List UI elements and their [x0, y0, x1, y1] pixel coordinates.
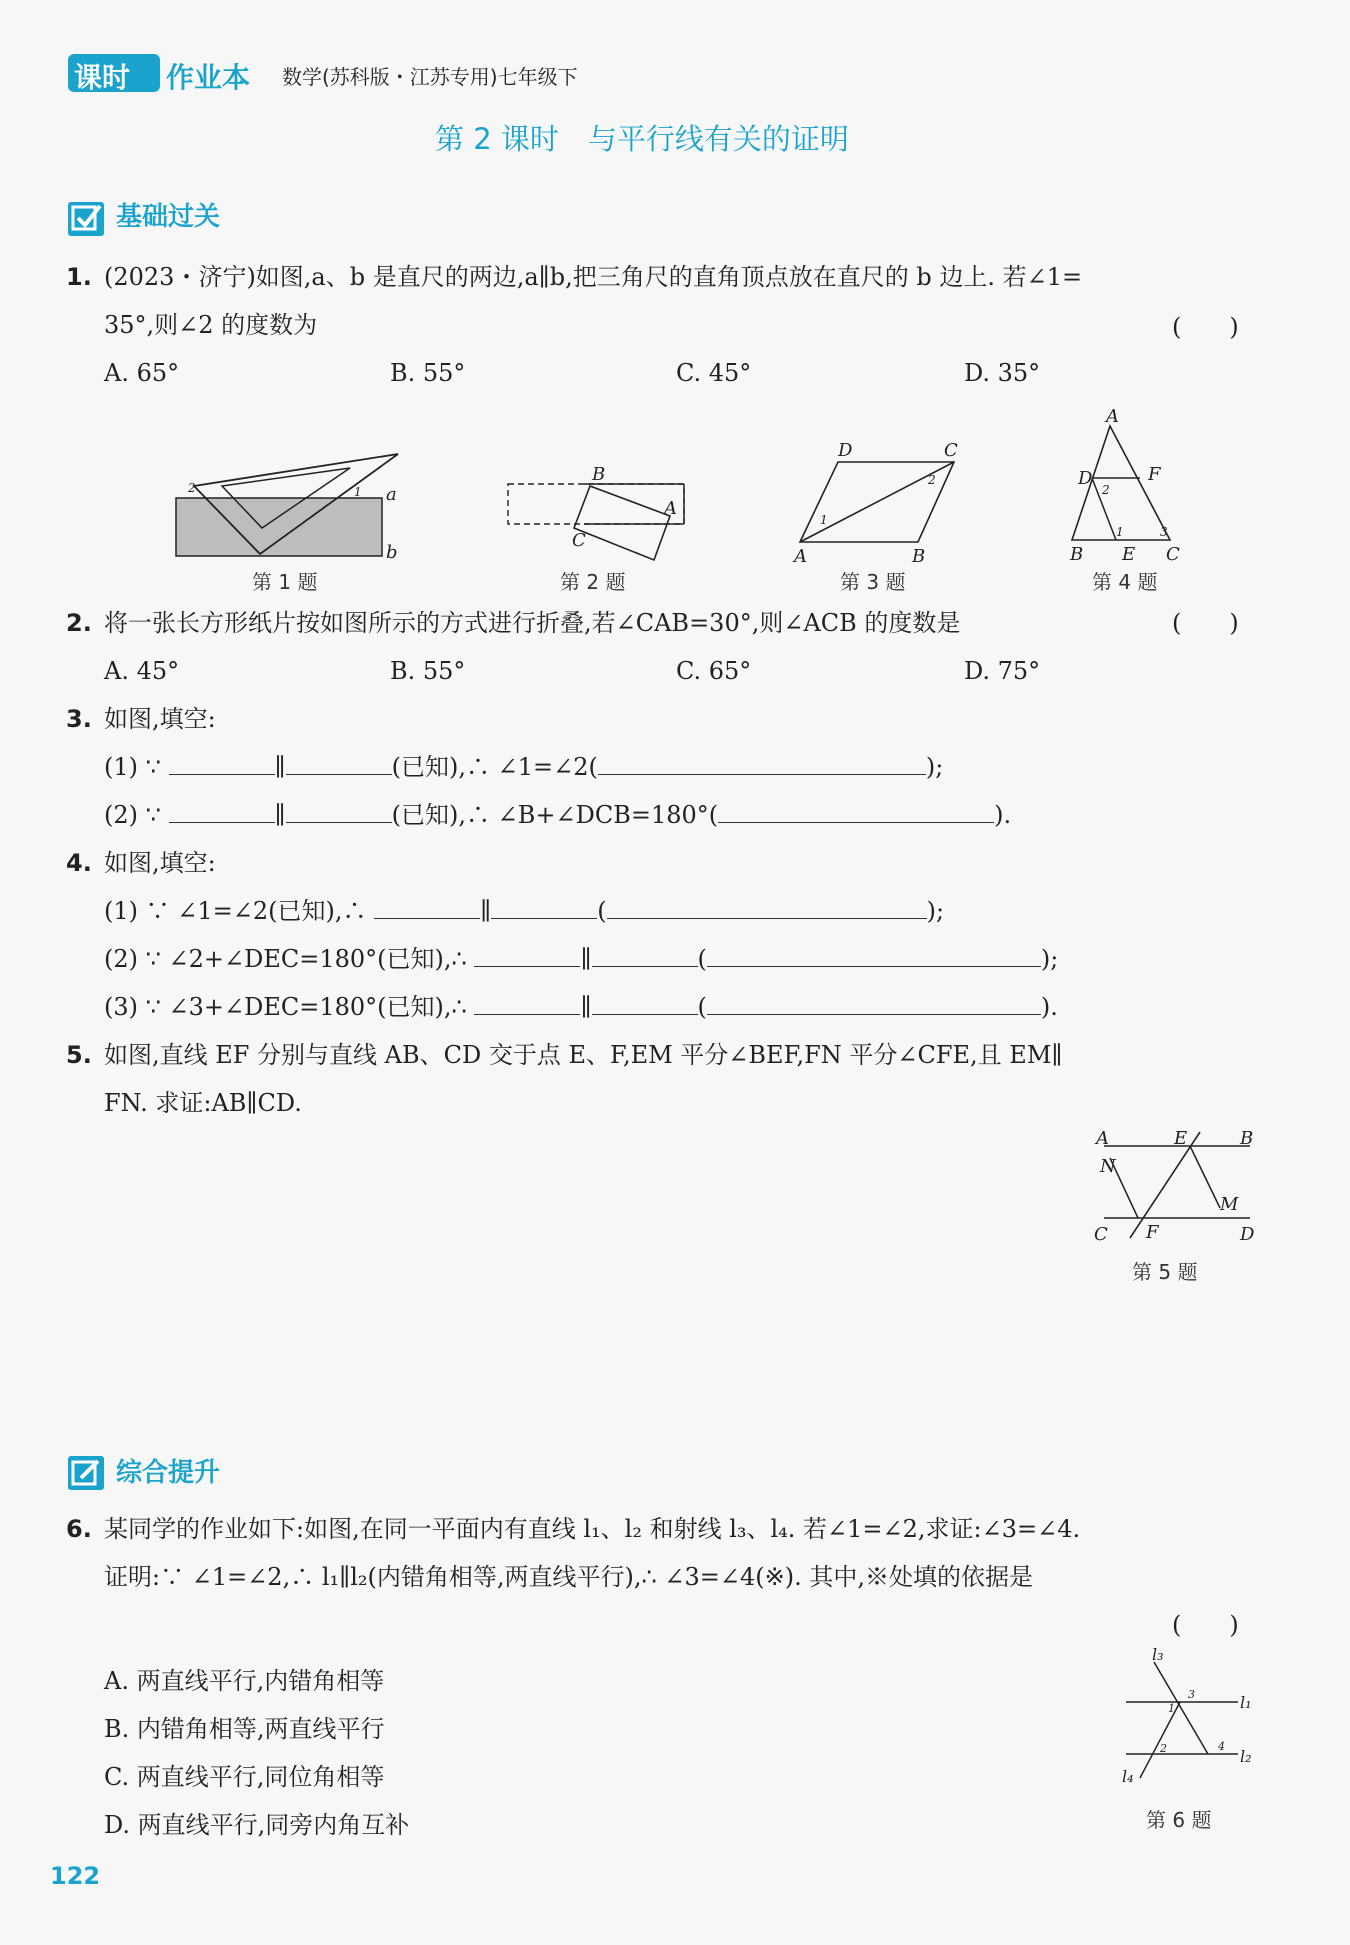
q4-part1-blank-line1[interactable]	[374, 896, 480, 919]
q6-answer-paren: ( )	[1172, 1611, 1239, 1639]
section-advanced-title: 综合提升	[116, 1458, 221, 1488]
parallel-symbol: ∥	[274, 801, 286, 829]
q3-part2-blank-line1[interactable]	[169, 800, 275, 823]
q1-text-line2: 35°,则∠2 的度数为	[104, 311, 318, 339]
figure-3	[790, 440, 980, 567]
q4-part2-end: );	[1040, 945, 1059, 973]
svg-text:B: B	[912, 546, 926, 567]
q3-part1-blank-reason[interactable]	[598, 752, 926, 775]
q4-part3	[104, 992, 1058, 1022]
svg-text:C: C	[944, 440, 958, 461]
q3-part2-blank-line2[interactable]	[286, 800, 392, 823]
figure-6-caption: 第 6 题	[1146, 1808, 1212, 1832]
q3-part1-conclusion: (已知),∴ ∠1=∠2(	[391, 753, 598, 781]
q4-part3-open: (	[697, 993, 707, 1021]
section-basic-title: 基础过关	[116, 202, 221, 232]
q2-option-d: D. 75°	[964, 657, 1041, 685]
figure-3-caption: 第 3 题	[840, 570, 906, 594]
q2-number: 2.	[66, 609, 92, 637]
q3-part1-blank-line1[interactable]	[169, 752, 275, 775]
figure-1	[170, 448, 410, 568]
q2-option-b: B. 55°	[390, 657, 466, 685]
brand-logo-text: 课时	[74, 61, 131, 94]
q4-part3-blank-line1[interactable]	[474, 992, 580, 1015]
q4-part1	[104, 896, 944, 926]
svg-text:3: 3	[1160, 525, 1168, 539]
figure-1-caption: 第 1 题	[252, 570, 318, 594]
svg-text:E: E	[1174, 1128, 1188, 1149]
q6-option-c: C. 两直线平行,同位角相等	[104, 1763, 385, 1791]
svg-text:B: B	[1070, 544, 1084, 565]
q3-part1-given: (1) ∵	[104, 753, 161, 781]
svg-text:1: 1	[820, 513, 828, 527]
svg-text:1: 1	[1116, 525, 1124, 539]
svg-text:D: D	[1078, 468, 1093, 489]
svg-text:a: a	[386, 484, 397, 505]
figure-2	[504, 462, 694, 562]
q3-stem: 如图,填空:	[104, 705, 216, 733]
parallel-symbol: ∥	[580, 993, 592, 1021]
svg-text:2: 2	[188, 481, 196, 495]
svg-text:2: 2	[1102, 483, 1110, 497]
q4-part1-blank-line2[interactable]	[491, 896, 597, 919]
q6-text-line1: 某同学的作业如下:如图,在同一平面内有直线 l₁、l₂ 和射线 l₃、l₄. 若∠1=∠2,求证:∠3=∠4.	[104, 1515, 1081, 1543]
figure-5	[1090, 1128, 1260, 1248]
q1-option-b: B. 55°	[390, 359, 466, 387]
q4-part1-given: (1) ∵ ∠1=∠2(已知),∴	[104, 897, 367, 925]
q2-answer-paren: ( )	[1172, 609, 1239, 637]
svg-text:A: A	[794, 546, 807, 567]
q4-number: 4.	[66, 849, 92, 877]
q5-text-line2: FN. 求证:AB∥CD.	[104, 1089, 302, 1117]
q5-number: 5.	[66, 1041, 92, 1069]
q4-part1-blank-reason[interactable]	[607, 896, 927, 919]
parallel-symbol: ∥	[480, 897, 492, 925]
svg-text:2: 2	[1160, 1742, 1167, 1755]
q4-part3-blank-line2[interactable]	[592, 992, 698, 1015]
lesson-title: 第 2 课时 与平行线有关的证明	[435, 122, 849, 156]
svg-text:3: 3	[1188, 1688, 1195, 1701]
svg-text:A: A	[1106, 406, 1119, 427]
svg-text:C: C	[1094, 1224, 1108, 1245]
q3-part2-end: ).	[994, 801, 1012, 829]
q3-part2-conclusion: (已知),∴ ∠B+∠DCB=180°(	[391, 801, 719, 829]
figure-2-caption: 第 2 题	[560, 570, 626, 594]
svg-text:1: 1	[1168, 1702, 1175, 1715]
svg-text:1: 1	[354, 485, 362, 499]
q3-part2-given: (2) ∵	[104, 801, 161, 829]
q6-number: 6.	[66, 1515, 92, 1543]
svg-text:B: B	[1240, 1128, 1254, 1149]
check-square-icon	[68, 202, 104, 236]
q6-option-d: D. 两直线平行,同旁内角互补	[104, 1811, 410, 1839]
figure-6	[1112, 1646, 1262, 1796]
parallel-symbol: ∥	[580, 945, 592, 973]
svg-text:b: b	[386, 542, 398, 563]
q6-option-b: B. 内错角相等,两直线平行	[104, 1715, 385, 1743]
svg-text:l₃: l₃	[1152, 1645, 1164, 1664]
svg-text:F: F	[1146, 1222, 1159, 1243]
pencil-square-icon	[68, 1456, 104, 1490]
svg-text:l₁: l₁	[1240, 1693, 1252, 1712]
q4-part1-end: );	[926, 897, 945, 925]
q1-answer-paren: ( )	[1172, 313, 1239, 341]
q3-number: 3.	[66, 705, 92, 733]
q3-part1-blank-line2[interactable]	[286, 752, 392, 775]
q3-part2	[104, 800, 1011, 830]
q4-part2-blank-line2[interactable]	[592, 944, 698, 967]
brand-logo	[68, 54, 160, 92]
svg-text:F: F	[1148, 464, 1161, 485]
q3-part1	[104, 752, 943, 782]
q3-part2-blank-reason[interactable]	[718, 800, 994, 823]
q2-text: 将一张长方形纸片按如图所示的方式进行折叠,若∠CAB=30°,则∠ACB 的度数是	[104, 609, 961, 637]
q4-part2-open: (	[697, 945, 707, 973]
svg-text:A: A	[664, 498, 677, 519]
q4-part1-open: (	[597, 897, 607, 925]
q2-option-c: C. 65°	[676, 657, 752, 685]
q4-part3-end: ).	[1040, 993, 1058, 1021]
q4-part2	[104, 944, 1058, 974]
svg-text:C: C	[1166, 544, 1180, 565]
svg-text:A: A	[1096, 1128, 1109, 1149]
q6-text-line2: 证明:∵ ∠1=∠2,∴ l₁∥l₂(内错角相等,两直线平行),∴ ∠3=∠4(※). 其中,※处填的依据是	[104, 1563, 1033, 1591]
svg-text:C: C	[572, 530, 586, 551]
q1-number: 1.	[66, 263, 92, 291]
figure-4-caption: 第 4 题	[1092, 570, 1158, 594]
q4-part2-blank-reason[interactable]	[707, 944, 1041, 967]
svg-text:l₂: l₂	[1240, 1747, 1252, 1766]
brand-text: 作业本	[166, 61, 251, 94]
q1-text-line1: (2023・济宁)如图,a、b 是直尺的两边,a∥b,把三角尺的直角顶点放在直尺的 b 边上. 若∠1=	[104, 263, 1083, 291]
svg-text:E: E	[1122, 544, 1136, 565]
figure-5-caption: 第 5 题	[1132, 1260, 1198, 1284]
q3-part1-end: );	[925, 753, 944, 781]
svg-text:M: M	[1220, 1194, 1239, 1215]
figure-4	[1060, 406, 1190, 566]
q4-part2-given: (2) ∵ ∠2+∠DEC=180°(已知),∴	[104, 945, 467, 973]
q1-option-a: A. 65°	[104, 359, 180, 387]
q4-part2-blank-line1[interactable]	[474, 944, 580, 967]
svg-text:2: 2	[928, 473, 936, 487]
svg-text:D: D	[1240, 1224, 1255, 1245]
q2-option-a: A. 45°	[104, 657, 180, 685]
svg-text:4: 4	[1218, 1740, 1225, 1753]
q4-part3-given: (3) ∵ ∠3+∠DEC=180°(已知),∴	[104, 993, 467, 1021]
q4-part3-blank-reason[interactable]	[707, 992, 1041, 1015]
svg-text:B: B	[592, 464, 606, 485]
q1-option-d: D. 35°	[964, 359, 1041, 387]
svg-text:N: N	[1100, 1156, 1116, 1177]
q6-option-a: A. 两直线平行,内错角相等	[104, 1667, 385, 1695]
svg-text:l₄: l₄	[1122, 1767, 1134, 1786]
parallel-symbol: ∥	[274, 753, 286, 781]
page-number: 122	[50, 1862, 101, 1890]
q5-text-line1: 如图,直线 EF 分别与直线 AB、CD 交于点 E、F,EM 平分∠BEF,FN 平分∠CFE,且 EM∥	[104, 1041, 1063, 1069]
subject-line: 数学(苏科版・江苏专用)七年级下	[282, 65, 578, 89]
q1-option-c: C. 45°	[676, 359, 752, 387]
q4-stem: 如图,填空:	[104, 849, 216, 877]
svg-text:D: D	[838, 440, 853, 461]
